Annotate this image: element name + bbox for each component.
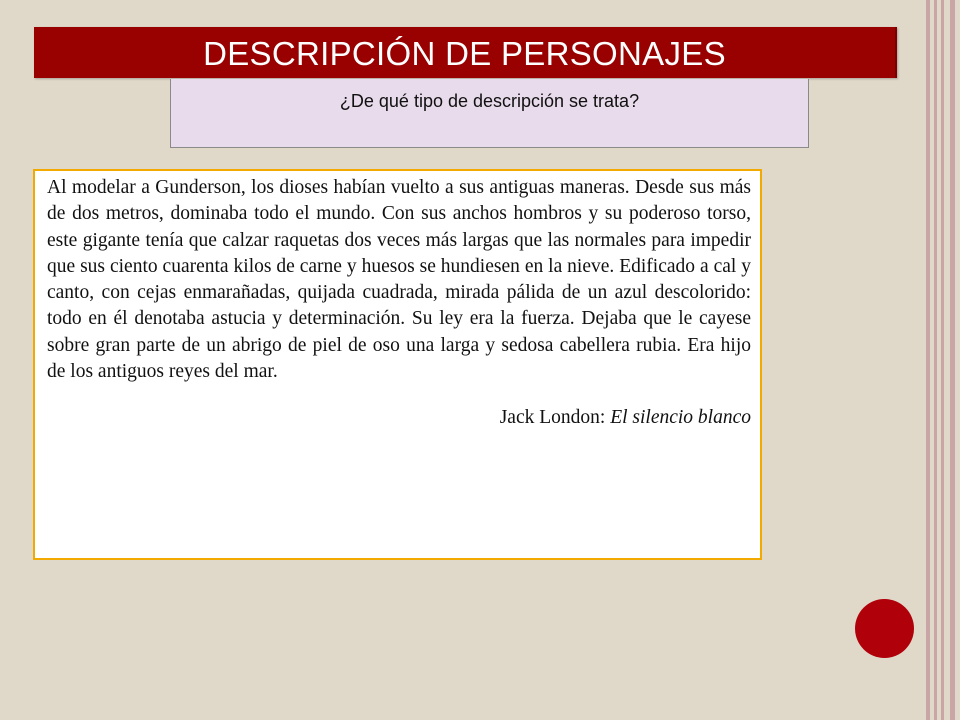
quote-box	[33, 169, 762, 560]
decorative-circle	[855, 599, 914, 658]
stripe	[926, 0, 930, 720]
slide-title: DESCRIPCIÓN DE PERSONAJES	[203, 35, 726, 72]
stripe	[934, 0, 937, 720]
title-banner	[34, 27, 897, 78]
quote-attribution	[47, 405, 751, 431]
quote-author: Jack London:	[499, 407, 611, 429]
decorative-stripes	[924, 0, 960, 720]
quote-work-title: El silencio blanco	[610, 407, 751, 429]
question-box	[170, 79, 809, 148]
question-text: ¿De qué tipo de descripción se trata?	[339, 91, 640, 111]
stripe	[950, 0, 955, 720]
quote-text: Al modelar a Gunderson, los dioses habían vuelto a sus antiguas maneras. Desde sus más de dos metros, dominaba todo el mundo. Con sus anchos hombros y su poderoso torso, este gigante tenía que calzar raquetas dos veces más largas que las normales para impedir que sus ciento cuarenta kilos de carne y huesos se hundiesen en la nieve. Edificado a cal y canto, con cejas enmarañadas, quijada cuadrada, mirada pálida de un azul descolorido: todo en él denotaba astucia y determinación. Su ley era la fuerza. Dejaba que le cayese sobre gran parte de un abrigo de piel de oso una larga y sedosa cabellera rubia. Era hijo de los antiguos reyes del mar.	[47, 177, 751, 383]
stripe	[941, 0, 944, 720]
